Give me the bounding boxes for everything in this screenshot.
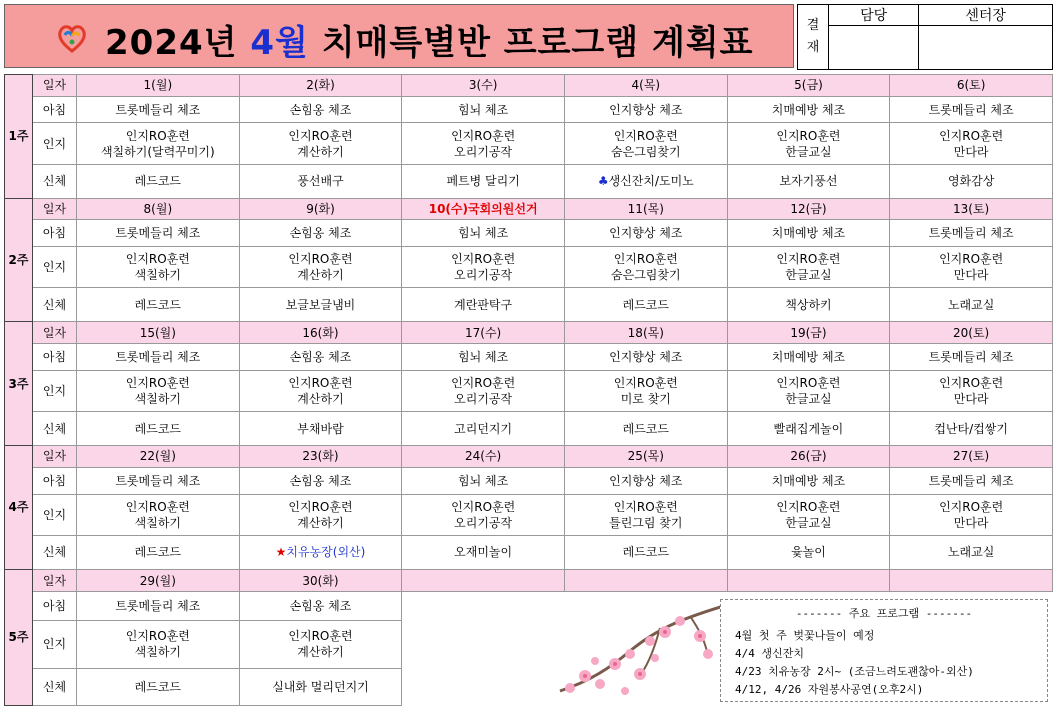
date-cell: 26(금) xyxy=(727,446,890,468)
row-date xyxy=(5,569,1053,592)
empty-cell xyxy=(564,569,727,592)
date-cell: 10(수)국회의원선거 xyxy=(402,198,565,220)
physical-program xyxy=(727,535,890,569)
physical-activity: 부채바람 xyxy=(297,421,344,436)
week-label: 3주 xyxy=(5,322,33,446)
cognitive-activity: 만다라 xyxy=(953,144,989,159)
row-label-morning: 아침 xyxy=(33,592,77,621)
cognitive-program xyxy=(402,123,565,164)
cognitive-activity: 계산하기 xyxy=(297,391,344,406)
cognitive-title: 인지RO훈련 xyxy=(939,128,1004,143)
cognitive-activity: 오리기공작 xyxy=(454,515,513,530)
cognitive-activity: 한글교실 xyxy=(785,515,832,530)
row-label-physical: 신체 xyxy=(33,164,77,198)
cognitive-activity: 만다라 xyxy=(953,268,989,283)
physical-program xyxy=(890,164,1053,198)
cognitive-activity: 색칠하기 xyxy=(134,645,182,660)
cognitive-program xyxy=(890,494,1053,535)
row-cognitive xyxy=(5,494,1053,535)
physical-activity: 책상하키 xyxy=(785,297,832,312)
date-cell: 30(화) xyxy=(239,569,402,592)
row-label-morning: 아침 xyxy=(33,96,77,123)
row-date xyxy=(5,446,1053,468)
physical-activity: 페트병 달리기 xyxy=(446,174,520,189)
physical-activity: 노래교실 xyxy=(947,545,995,560)
date-cell: 17(수) xyxy=(402,322,565,344)
title-bar xyxy=(4,4,794,68)
cognitive-activity: 한글교실 xyxy=(785,391,832,406)
cognitive-activity: 숨은그림찾기 xyxy=(611,144,681,159)
date-cell: 1(월) xyxy=(77,75,240,97)
physical-program xyxy=(564,288,727,322)
physical-program xyxy=(239,412,402,446)
cognitive-title: 인지RO훈련 xyxy=(776,499,841,514)
row-label-cognitive: 인지 xyxy=(33,247,77,288)
cognitive-title: 인지RO훈련 xyxy=(288,128,353,143)
approval-sign-manager[interactable] xyxy=(829,26,919,70)
physical-activity: 고리던지기 xyxy=(454,421,513,436)
row-date xyxy=(5,322,1053,344)
row-date xyxy=(5,75,1053,97)
cognitive-activity: 계산하기 xyxy=(297,144,344,159)
physical-program xyxy=(239,288,402,322)
physical-program xyxy=(77,668,240,705)
date-cell: 11(목) xyxy=(564,198,727,220)
cognitive-program xyxy=(77,370,240,411)
cognitive-activity: 한글교실 xyxy=(785,268,832,283)
date-cell: 6(토) xyxy=(890,75,1053,97)
cognitive-program xyxy=(564,494,727,535)
row-physical xyxy=(5,535,1053,569)
morning-program: 치매예방 체조 xyxy=(727,220,890,247)
date-cell: 15(월) xyxy=(77,322,240,344)
row-morning xyxy=(5,344,1053,371)
morning-program: 인지향상 체조 xyxy=(564,344,727,371)
date-cell: 27(토) xyxy=(890,446,1053,468)
row-label-physical: 신체 xyxy=(33,288,77,322)
cognitive-program xyxy=(77,247,240,288)
physical-program xyxy=(77,535,240,569)
main-program-notes xyxy=(720,599,1048,702)
cognitive-title: 인지RO훈련 xyxy=(451,252,516,267)
morning-program: 인지향상 체조 xyxy=(564,467,727,494)
title-year: 2024년 xyxy=(105,23,238,63)
morning-program: 트롯메들리 체조 xyxy=(890,96,1053,123)
physical-program xyxy=(239,535,402,569)
week-label: 1주 xyxy=(5,75,33,199)
row-label-date: 일자 xyxy=(33,75,77,97)
morning-program: 트롯메들리 체조 xyxy=(890,220,1053,247)
cognitive-title: 인지RO훈련 xyxy=(125,128,190,143)
morning-program: 트롯메들리 체조 xyxy=(77,220,240,247)
cognitive-title: 인지RO훈련 xyxy=(613,499,678,514)
notes-line: 4/23 치유농장 2시~ (조금느려도괜찮아-외산) xyxy=(735,665,974,678)
cognitive-program xyxy=(77,494,240,535)
morning-program: 치매예방 체조 xyxy=(727,344,890,371)
approval-label: 결 재 xyxy=(798,5,829,70)
cognitive-title: 인지RO훈련 xyxy=(613,128,678,143)
cognitive-activity: 색칠하기(달력꾸미기) xyxy=(100,144,215,159)
physical-program xyxy=(727,412,890,446)
physical-activity: 레드코드 xyxy=(134,174,182,189)
title-month: 4월 xyxy=(250,23,309,63)
physical-activity: 치유농장(외산) xyxy=(286,545,366,560)
morning-program: 트롯메들리 체조 xyxy=(77,592,240,621)
week-label: 5주 xyxy=(5,569,33,705)
notes-line: 4/12, 4/26 자원봉사공연(오후2시) xyxy=(735,683,924,696)
morning-program: 손힘옹 체조 xyxy=(239,467,402,494)
notes-line: 4/4 생신잔치 xyxy=(735,647,804,660)
morning-program: 힘뇌 체조 xyxy=(402,467,565,494)
club-icon: ♣ xyxy=(597,174,609,189)
cognitive-title: 인지RO훈련 xyxy=(613,252,678,267)
morning-program: 치매예방 체조 xyxy=(727,96,890,123)
cognitive-title: 인지RO훈련 xyxy=(613,375,678,390)
cognitive-program xyxy=(727,123,890,164)
physical-activity: 레드코드 xyxy=(622,297,669,312)
cognitive-activity: 계산하기 xyxy=(297,645,344,660)
cognitive-activity: 색칠하기 xyxy=(134,268,182,283)
date-cell: 13(토) xyxy=(890,198,1053,220)
morning-program: 힘뇌 체조 xyxy=(402,344,565,371)
date-cell: 29(월) xyxy=(77,569,240,592)
cognitive-activity: 계산하기 xyxy=(297,268,344,283)
physical-program xyxy=(77,288,240,322)
morning-program: 힘뇌 체조 xyxy=(402,220,565,247)
cognitive-program xyxy=(727,247,890,288)
cognitive-title: 인지RO훈련 xyxy=(125,375,190,390)
row-label-date: 일자 xyxy=(33,569,77,592)
cognitive-title: 인지RO훈련 xyxy=(451,128,516,143)
physical-activity: 컵난타/컵쌓기 xyxy=(934,421,1008,436)
row-label-date: 일자 xyxy=(33,198,77,220)
cognitive-program xyxy=(239,494,402,535)
cognitive-program xyxy=(239,621,402,668)
cognitive-title: 인지RO훈련 xyxy=(939,375,1004,390)
physical-program xyxy=(402,164,565,198)
row-date xyxy=(5,198,1053,220)
row-cognitive xyxy=(5,370,1053,411)
cognitive-title: 인지RO훈련 xyxy=(288,252,353,267)
week-label: 4주 xyxy=(5,446,33,570)
approval-col-manager: 담당 xyxy=(829,5,919,26)
cognitive-activity: 틀린그림 찾기 xyxy=(609,515,683,530)
cognitive-title: 인지RO훈련 xyxy=(288,499,353,514)
physical-program xyxy=(727,288,890,322)
cognitive-activity: 만다라 xyxy=(953,391,989,406)
approval-sign-director[interactable] xyxy=(919,26,1053,70)
cognitive-activity: 숨은그림찾기 xyxy=(611,268,681,283)
morning-program: 트롯메들리 체조 xyxy=(890,467,1053,494)
physical-program xyxy=(402,288,565,322)
physical-activity: 계란판탁구 xyxy=(454,297,513,312)
notes-line: 4월 첫 주 벚꽃나들이 예정 xyxy=(735,629,875,642)
cognitive-title: 인지RO훈련 xyxy=(776,252,841,267)
cognitive-title: 인지RO훈련 xyxy=(939,252,1004,267)
cognitive-title: 인지RO훈련 xyxy=(451,499,516,514)
date-cell: 5(금) xyxy=(727,75,890,97)
morning-program: 치매예방 체조 xyxy=(727,467,890,494)
physical-activity: 윷놀이 xyxy=(791,545,826,560)
physical-program xyxy=(564,164,727,198)
row-label-cognitive: 인지 xyxy=(33,370,77,411)
row-cognitive xyxy=(5,123,1053,164)
morning-program: 힘뇌 체조 xyxy=(402,96,565,123)
row-label-physical: 신체 xyxy=(33,668,77,705)
morning-program: 인지향상 체조 xyxy=(564,220,727,247)
physical-activity: 생신잔치/도미노 xyxy=(608,174,694,189)
date-cell: 16(화) xyxy=(239,322,402,344)
morning-program: 손힘옹 체조 xyxy=(239,96,402,123)
morning-program: 손힘옹 체조 xyxy=(239,344,402,371)
cognitive-program xyxy=(890,247,1053,288)
approval-box xyxy=(797,4,1053,70)
cognitive-program xyxy=(890,123,1053,164)
row-label-date: 일자 xyxy=(33,322,77,344)
cognitive-program xyxy=(402,247,565,288)
row-label-cognitive: 인지 xyxy=(33,123,77,164)
cognitive-activity: 색칠하기 xyxy=(134,515,182,530)
date-cell: 20(토) xyxy=(890,322,1053,344)
row-label-morning: 아침 xyxy=(33,467,77,494)
cognitive-program xyxy=(890,370,1053,411)
title-rest: 치매특별반 프로그램 계획표 xyxy=(321,23,754,63)
row-label-cognitive: 인지 xyxy=(33,621,77,668)
empty-cell xyxy=(727,569,890,592)
cognitive-title: 인지RO훈련 xyxy=(125,499,190,514)
cognitive-activity: 미로 찾기 xyxy=(620,391,671,406)
date-cell: 8(월) xyxy=(77,198,240,220)
row-label-morning: 아침 xyxy=(33,344,77,371)
physical-activity: 노래교실 xyxy=(947,297,995,312)
physical-program xyxy=(890,412,1053,446)
physical-activity: 영화감상 xyxy=(947,174,995,189)
row-morning xyxy=(5,467,1053,494)
cognitive-title: 인지RO훈련 xyxy=(288,629,353,644)
cognitive-program xyxy=(727,494,890,535)
physical-program xyxy=(402,535,565,569)
row-label-cognitive: 인지 xyxy=(33,494,77,535)
empty-cell xyxy=(402,569,565,592)
cognitive-program xyxy=(239,370,402,411)
cognitive-activity: 계산하기 xyxy=(297,515,344,530)
row-label-physical: 신체 xyxy=(33,412,77,446)
empty-cell xyxy=(890,569,1053,592)
cognitive-program xyxy=(77,621,240,668)
cognitive-program xyxy=(239,247,402,288)
morning-program: 트롯메들리 체조 xyxy=(77,467,240,494)
cognitive-program xyxy=(727,370,890,411)
cognitive-activity: 오리기공작 xyxy=(454,144,513,159)
physical-program xyxy=(77,412,240,446)
cognitive-program xyxy=(402,370,565,411)
physical-activity: 레드코드 xyxy=(134,545,182,560)
date-cell: 3(수) xyxy=(402,75,565,97)
page-title xyxy=(105,15,754,64)
physical-activity: 실내화 멀리던지기 xyxy=(272,679,369,694)
cognitive-title: 인지RO훈련 xyxy=(125,629,190,644)
row-physical xyxy=(5,412,1053,446)
physical-program xyxy=(890,535,1053,569)
row-label-physical: 신체 xyxy=(33,535,77,569)
date-cell: 9(화) xyxy=(239,198,402,220)
physical-activity: 레드코드 xyxy=(622,421,669,436)
physical-program xyxy=(727,164,890,198)
morning-program: 트롯메들리 체조 xyxy=(890,344,1053,371)
row-physical xyxy=(5,164,1053,198)
physical-activity: 보글보글냄비 xyxy=(285,297,356,312)
cognitive-program xyxy=(564,247,727,288)
morning-program: 인지향상 체조 xyxy=(564,96,727,123)
approval-col-director: 센터장 xyxy=(919,5,1053,26)
physical-activity: 레드코드 xyxy=(622,545,669,560)
cognitive-program xyxy=(402,494,565,535)
physical-activity: 레드코드 xyxy=(134,297,182,312)
cognitive-program xyxy=(564,123,727,164)
cognitive-title: 인지RO훈련 xyxy=(451,375,516,390)
row-morning xyxy=(5,96,1053,123)
row-cognitive xyxy=(5,247,1053,288)
physical-program xyxy=(239,164,402,198)
date-cell: 4(목) xyxy=(564,75,727,97)
cognitive-program xyxy=(77,123,240,164)
row-label-morning: 아침 xyxy=(33,220,77,247)
physical-activity: 보자기풍선 xyxy=(779,174,838,189)
date-cell: 12(금) xyxy=(727,198,890,220)
physical-program xyxy=(77,164,240,198)
star-icon: ★ xyxy=(275,545,287,560)
cognitive-activity: 오리기공작 xyxy=(454,268,513,283)
cognitive-title: 인지RO훈련 xyxy=(288,375,353,390)
row-label-date: 일자 xyxy=(33,446,77,468)
date-cell: 19(금) xyxy=(727,322,890,344)
row-physical xyxy=(5,288,1053,322)
date-cell: 2(화) xyxy=(239,75,402,97)
morning-program: 손힘옹 체조 xyxy=(239,220,402,247)
morning-program: 트롯메들리 체조 xyxy=(77,96,240,123)
physical-activity: 오재미놀이 xyxy=(454,545,513,560)
cognitive-activity: 한글교실 xyxy=(785,144,832,159)
cognitive-activity: 색칠하기 xyxy=(134,391,182,406)
morning-program: 트롯메들리 체조 xyxy=(77,344,240,371)
cognitive-activity: 오리기공작 xyxy=(454,391,513,406)
date-cell: 25(목) xyxy=(564,446,727,468)
week-label: 2주 xyxy=(5,198,33,322)
physical-program xyxy=(564,412,727,446)
morning-program: 손힘옹 체조 xyxy=(239,592,402,621)
date-cell: 23(화) xyxy=(239,446,402,468)
cognitive-title: 인지RO훈련 xyxy=(776,375,841,390)
cognitive-title: 인지RO훈련 xyxy=(125,252,190,267)
heart-logo-icon xyxy=(55,21,89,55)
physical-activity: 풍선배구 xyxy=(297,174,344,189)
physical-program xyxy=(402,412,565,446)
cognitive-program xyxy=(564,370,727,411)
cherry-blossom-icon xyxy=(540,596,730,706)
physical-program xyxy=(239,668,402,705)
row-morning xyxy=(5,220,1053,247)
physical-activity: 레드코드 xyxy=(134,679,182,694)
physical-program xyxy=(890,288,1053,322)
date-cell: 18(목) xyxy=(564,322,727,344)
physical-activity: 빨래집게놀이 xyxy=(773,421,844,436)
date-cell: 24(수) xyxy=(402,446,565,468)
cognitive-title: 인지RO훈련 xyxy=(776,128,841,143)
cognitive-program xyxy=(239,123,402,164)
cognitive-activity: 만다라 xyxy=(953,515,989,530)
physical-program xyxy=(564,535,727,569)
date-cell: 22(월) xyxy=(77,446,240,468)
cognitive-title: 인지RO훈련 xyxy=(939,499,1004,514)
notes-heading: ------- 주요 프로그램 ------- xyxy=(795,607,973,620)
physical-activity: 레드코드 xyxy=(134,421,182,436)
